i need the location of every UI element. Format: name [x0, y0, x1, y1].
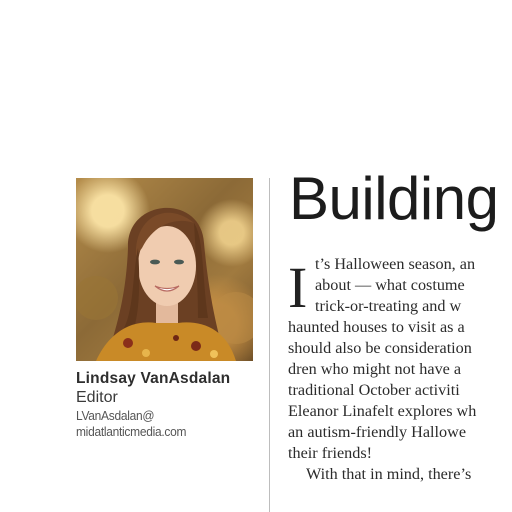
article-headline: Building: [289, 165, 499, 232]
column-divider: [269, 178, 270, 512]
article-line: should also be consideration: [288, 339, 472, 357]
author-email[interactable]: [76, 408, 260, 440]
article-line: With that in mind, there’s: [306, 465, 472, 483]
author-photo: [76, 178, 253, 361]
author-bio: [76, 178, 256, 440]
article-line: dren who might not have a: [288, 360, 462, 378]
article-body: [288, 254, 512, 485]
author-email-line1: LVanAsdalan@: [76, 408, 155, 423]
author-name: Lindsay VanAsdalan: [76, 370, 231, 387]
article-line: an autism-friendly Hallowe: [288, 423, 467, 441]
article-line: trick-or-treating and w: [315, 297, 462, 315]
article-line: their friends!: [288, 444, 373, 462]
author-headshot-illustration: [76, 178, 253, 361]
article-line: haunted houses to visit as a: [288, 318, 465, 336]
author-title: Editor: [76, 389, 118, 406]
drop-cap: I: [288, 255, 308, 320]
article-line: traditional October activiti: [288, 381, 460, 399]
article-line: Eleanor Linafelt explores wh: [288, 402, 477, 420]
article-line: about — what costume: [315, 276, 465, 294]
article-line: t’s Halloween season, an: [315, 255, 476, 273]
author-email-line2: midatlanticmedia.com: [76, 424, 187, 439]
